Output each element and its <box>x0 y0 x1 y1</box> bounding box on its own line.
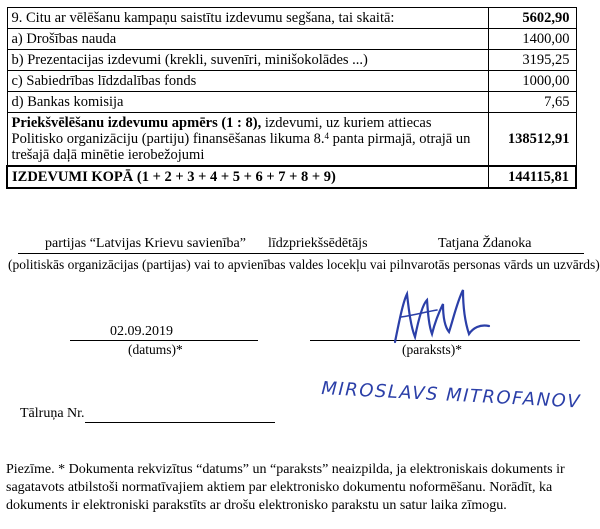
signatory-role: līdzpriekšsēdētājs <box>268 236 368 251</box>
signatory-caption: (politiskās organizācijas (partijas) vai to apvienības valdes locekļu vai pilnvarotās personas vārds un uzvārds) <box>8 257 600 272</box>
signatory-underline <box>18 253 584 254</box>
row-amount: 5602,90 <box>489 8 577 29</box>
handwritten-signature <box>385 282 495 352</box>
date-underline <box>70 340 258 341</box>
table-row <box>7 29 576 50</box>
date-value: 02.09.2019 <box>110 324 173 339</box>
pre-election-bold: Priekšvēlēšanu izdevumu apmērs (1 : 8), <box>11 115 262 131</box>
row-label <box>7 113 489 167</box>
phone-underline <box>85 422 275 423</box>
row-amount: 3195,25 <box>489 50 577 71</box>
row-amount: 7,65 <box>489 92 577 113</box>
row-label: d) Bankas komisija <box>7 92 489 113</box>
total-label: IZDEVUMI KOPĀ (1 + 2 + 3 + 4 + 5 + 6 + 7 + 8 + 9) <box>7 166 489 188</box>
table-row <box>7 71 576 92</box>
total-amount: 144115,81 <box>489 166 577 188</box>
row-amount: 138512,91 <box>489 113 577 167</box>
pre-election-text: izdevumi, uz kuriem attiecas Politisko organizāciju (partiju) finansēšanas likuma 8. <box>11 115 432 147</box>
signature-caption: (paraksts)* <box>402 342 462 357</box>
table-row-pre-election <box>7 113 576 167</box>
row-amount: 1400,00 <box>489 29 577 50</box>
pre-election-text2: panta pirmajā, otrajā un trešajā daļā minētie ierobežojumi <box>11 131 471 163</box>
row-label: b) Prezentacijas izdevumi (krekli, suvenīri, minišokolādes ...) <box>7 50 489 71</box>
expenses-table <box>6 7 577 189</box>
row-amount: 1000,00 <box>489 71 577 92</box>
footnote: Piezīme. * Dokumenta rekvizītus “datums” un “paraksts” neaizpilda, ja elektroniskais dokuments ir sagatavots atbilstoši normatīvajiem aktiem par elektronisko dokumentu noformēšanu. Norādīt, ka dokuments ir elektroniski parakstīts ar drošu elektronisko parakstu un satur laika zīmogu. <box>6 462 565 513</box>
handwritten-name: MIROSLAVS MITROFANOV <box>320 378 582 413</box>
phone-label: Tālruņa Nr. <box>20 406 85 421</box>
row-label: 9. Citu ar vēlēšanu kampaņu saistītu izdevumu segšana, tai skaitā: <box>7 8 489 29</box>
table-row-total <box>7 166 576 188</box>
signatory-name: Tatjana Ždanoka <box>438 236 532 251</box>
row-label: a) Drošības nauda <box>7 29 489 50</box>
table-row <box>7 50 576 71</box>
date-caption: (datums)* <box>128 342 183 357</box>
signatory-party: partijas “Latvijas Krievu savienība” <box>45 236 246 251</box>
table-row <box>7 92 576 113</box>
pre-election-sup: 4 <box>324 131 330 141</box>
table-row-header-9 <box>7 8 576 29</box>
row-label: c) Sabiedrības līdzdalības fonds <box>7 71 489 92</box>
